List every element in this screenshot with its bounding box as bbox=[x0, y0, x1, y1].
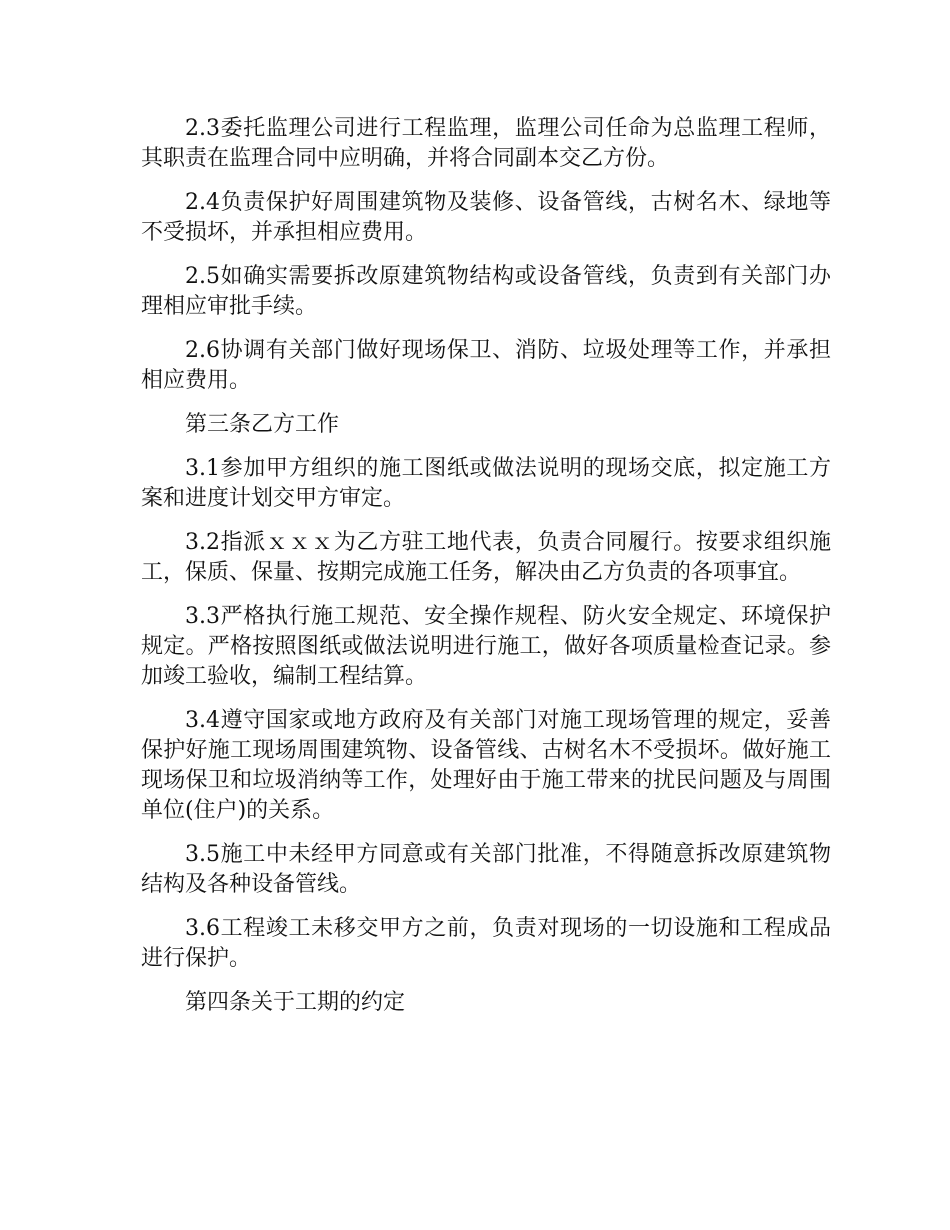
paragraph-2-4: 2.4负责保护好周围建筑物及装修、设备管线，古树名木、绿地等不受损坏，并承担相应费用。 bbox=[141, 190, 831, 245]
paragraph-3-1: 3.1参加甲方组织的施工图纸或做法说明的现场交底，拟定施工方案和进度计划交甲方审定。 bbox=[141, 456, 831, 511]
paragraph-2-5: 2.5如确实需要拆改原建筑物结构或设备管线，负责到有关部门办理相应审批手续。 bbox=[141, 264, 831, 319]
paragraph-3-6: 3.6工程竣工未移交甲方之前，负责对现场的一切设施和工程成品进行保护。 bbox=[141, 916, 831, 971]
paragraph-3-3: 3.3严格执行施工规范、安全操作规程、防火安全规定、环境保护规定。严格按照图纸或做法说明进行施工，做好各项质量检查记录。参加竣工验收，编制工程结算。 bbox=[141, 604, 831, 689]
section-heading-article-3: 第三条乙方工作 bbox=[185, 412, 340, 437]
paragraph-3-5: 3.5施工中未经甲方同意或有关部门批准，不得随意拆改原建筑物结构及各种设备管线。 bbox=[141, 842, 831, 897]
paragraph-3-4: 3.4遵守国家或地方政府及有关部门对施工现场管理的规定，妥善保护好施工现场周围建筑物、设备管线、古树名木不受损坏。做好施工现场保卫和垃圾消纳等工作，处理好由于施工带来的扰民问题及与周围单位(住户)的关系。 bbox=[141, 708, 831, 823]
paragraph-2-3: 2.3委托监理公司进行工程监理，监理公司任命为总监理工程师，其职责在监理合同中应明确，并将合同副本交乙方份。 bbox=[141, 116, 831, 171]
paragraph-2-6: 2.6协调有关部门做好现场保卫、消防、垃圾处理等工作，并承担相应费用。 bbox=[141, 338, 831, 393]
document-body bbox=[141, 114, 831, 1032]
paragraph-3-2: 3.2指派ｘｘｘ为乙方驻工地代表，负责合同履行。按要求组织施工，保质、保量、按期完成施工任务，解决由乙方负责的各项事宜。 bbox=[141, 530, 831, 585]
section-heading-article-4: 第四条关于工期的约定 bbox=[185, 990, 406, 1015]
